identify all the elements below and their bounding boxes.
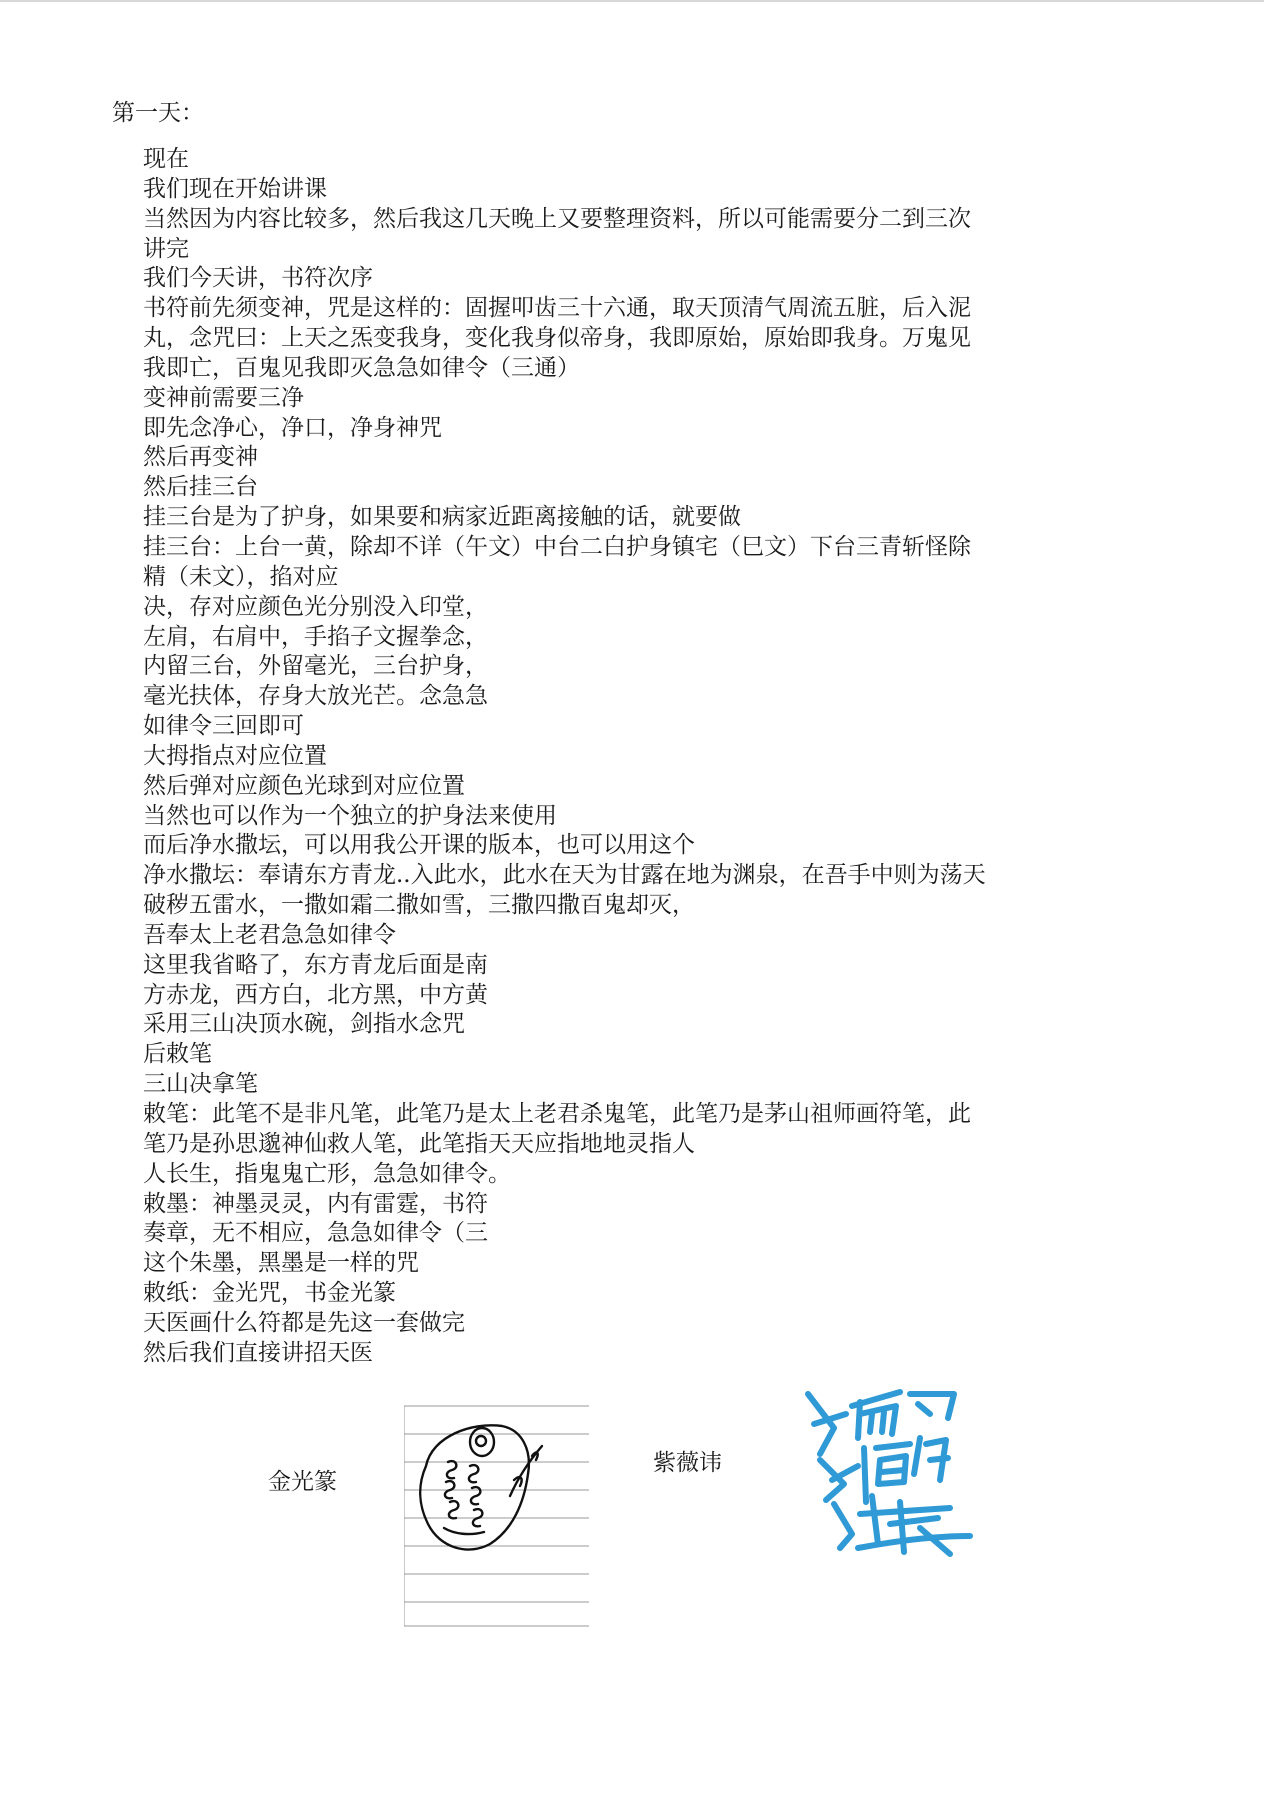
text-line: 天医画什么符都是先这一套做完 [143, 1309, 465, 1336]
text-line: 破秽五雷水，一撒如霜二撒如雪，三撒四撒百鬼却灭， [143, 892, 695, 919]
text-line: 敕笔：此笔不是非凡笔，此笔乃是太上老君杀鬼笔，此笔乃是茅山祖师画符笔，此 [143, 1101, 971, 1127]
text-line: 奏章，无不相应，急急如律令（三 [143, 1220, 488, 1247]
text-line: 决，存对应颜色光分别没入印堂， [143, 593, 488, 620]
text-line: 丸，念咒曰：上天之炁变我身，变化我身似帝身，我即原始，原始即我身。万鬼见 [143, 325, 971, 352]
signature-caption: 紫薇讳 [653, 1450, 722, 1476]
text-line: 左肩，右肩中，手掐子文握拳念， [143, 623, 488, 650]
page-heading: 第一天： [112, 100, 204, 126]
text-line: 敕纸：金光咒，书金光篆 [143, 1280, 396, 1307]
text-line: 当然也可以作为一个独立的护身法来使用 [143, 802, 557, 829]
text-line: 人长生，指鬼鬼亡形，急急如律令。 [143, 1160, 511, 1187]
text-line: 这个朱墨，黑墨是一样的咒 [143, 1250, 419, 1277]
text-line: 精（未文），掐对应 [143, 563, 339, 590]
text-line: 敕墨：神墨灵灵，内有雷霆，书符 [143, 1190, 488, 1217]
text-line: 而后净水撒坛，可以用我公开课的版本，也可以用这个 [143, 832, 695, 859]
text-line: 即先念净心，净口，净身神咒 [143, 414, 442, 441]
text-line: 我们今天讲，书符次序 [143, 265, 373, 292]
text-line: 后敕笔 [143, 1041, 212, 1068]
text-line: 笔乃是孙思邈神仙救人笔，此笔指天天应指地地灵指人 [143, 1130, 695, 1157]
text-line: 挂三台：上台一黄，除却不详（午文）中台二白护身镇宅（巳文）下台三青斩怪除 [143, 533, 971, 560]
text-line: 然后弹对应颜色光球到对应位置 [143, 772, 465, 799]
text-line: 然后挂三台 [143, 474, 258, 501]
text-line: 吾奉太上老君急急如律令 [143, 921, 396, 948]
text-line: 然后我们直接讲招天医 [143, 1339, 373, 1366]
text-line: 变神前需要三净 [143, 384, 304, 411]
text-line: 我即亡，百鬼见我即灭急急如律令（三通） [143, 354, 580, 381]
golden-seal-caption: 金光篆 [268, 1469, 337, 1495]
text-line: 书符前先须变神，咒是这样的：固握叩齿三十六通，取天顶清气周流五脏，后入泥 [143, 295, 971, 322]
text-line: 如律令三回即可 [143, 713, 304, 740]
text-line: 我们现在开始讲课 [143, 175, 327, 202]
text-line: 然后再变神 [143, 444, 258, 471]
top-border [0, 0, 1264, 2]
handwritten-signature [800, 1384, 980, 1559]
text-line: 内留三台，外留毫光，三台护身， [143, 653, 488, 680]
seal-drawing [420, 1425, 542, 1549]
text-line: 三山决拿笔 [143, 1071, 258, 1098]
text-line: 采用三山决顶水碗，剑指水念咒 [143, 1011, 465, 1038]
text-line: 毫光扶体，存身大放光芒。念急急 [143, 683, 488, 710]
text-line: 这里我省略了，东方青龙后面是南 [143, 951, 488, 978]
text-line: 挂三台是为了护身，如果要和病家近距离接触的话，就要做 [143, 504, 741, 531]
ruled-lines [404, 1406, 589, 1626]
text-line: 讲完 [143, 235, 189, 262]
text-line: 现在 [143, 146, 189, 172]
text-line: 当然因为内容比较多，然后我这几天晚上又要整理资料，所以可能需要分二到三次 [143, 205, 971, 232]
text-line: 净水撒坛：奉请东方青龙..入此水，此水在天为甘露在地为渊泉，在吾手中则为荡天 [143, 862, 986, 889]
golden-seal-sketch [404, 1398, 589, 1633]
text-line: 大拇指点对应位置 [143, 742, 327, 769]
text-line: 方赤龙，西方白，北方黑，中方黄 [143, 981, 488, 1008]
body-text [143, 145, 1073, 1369]
